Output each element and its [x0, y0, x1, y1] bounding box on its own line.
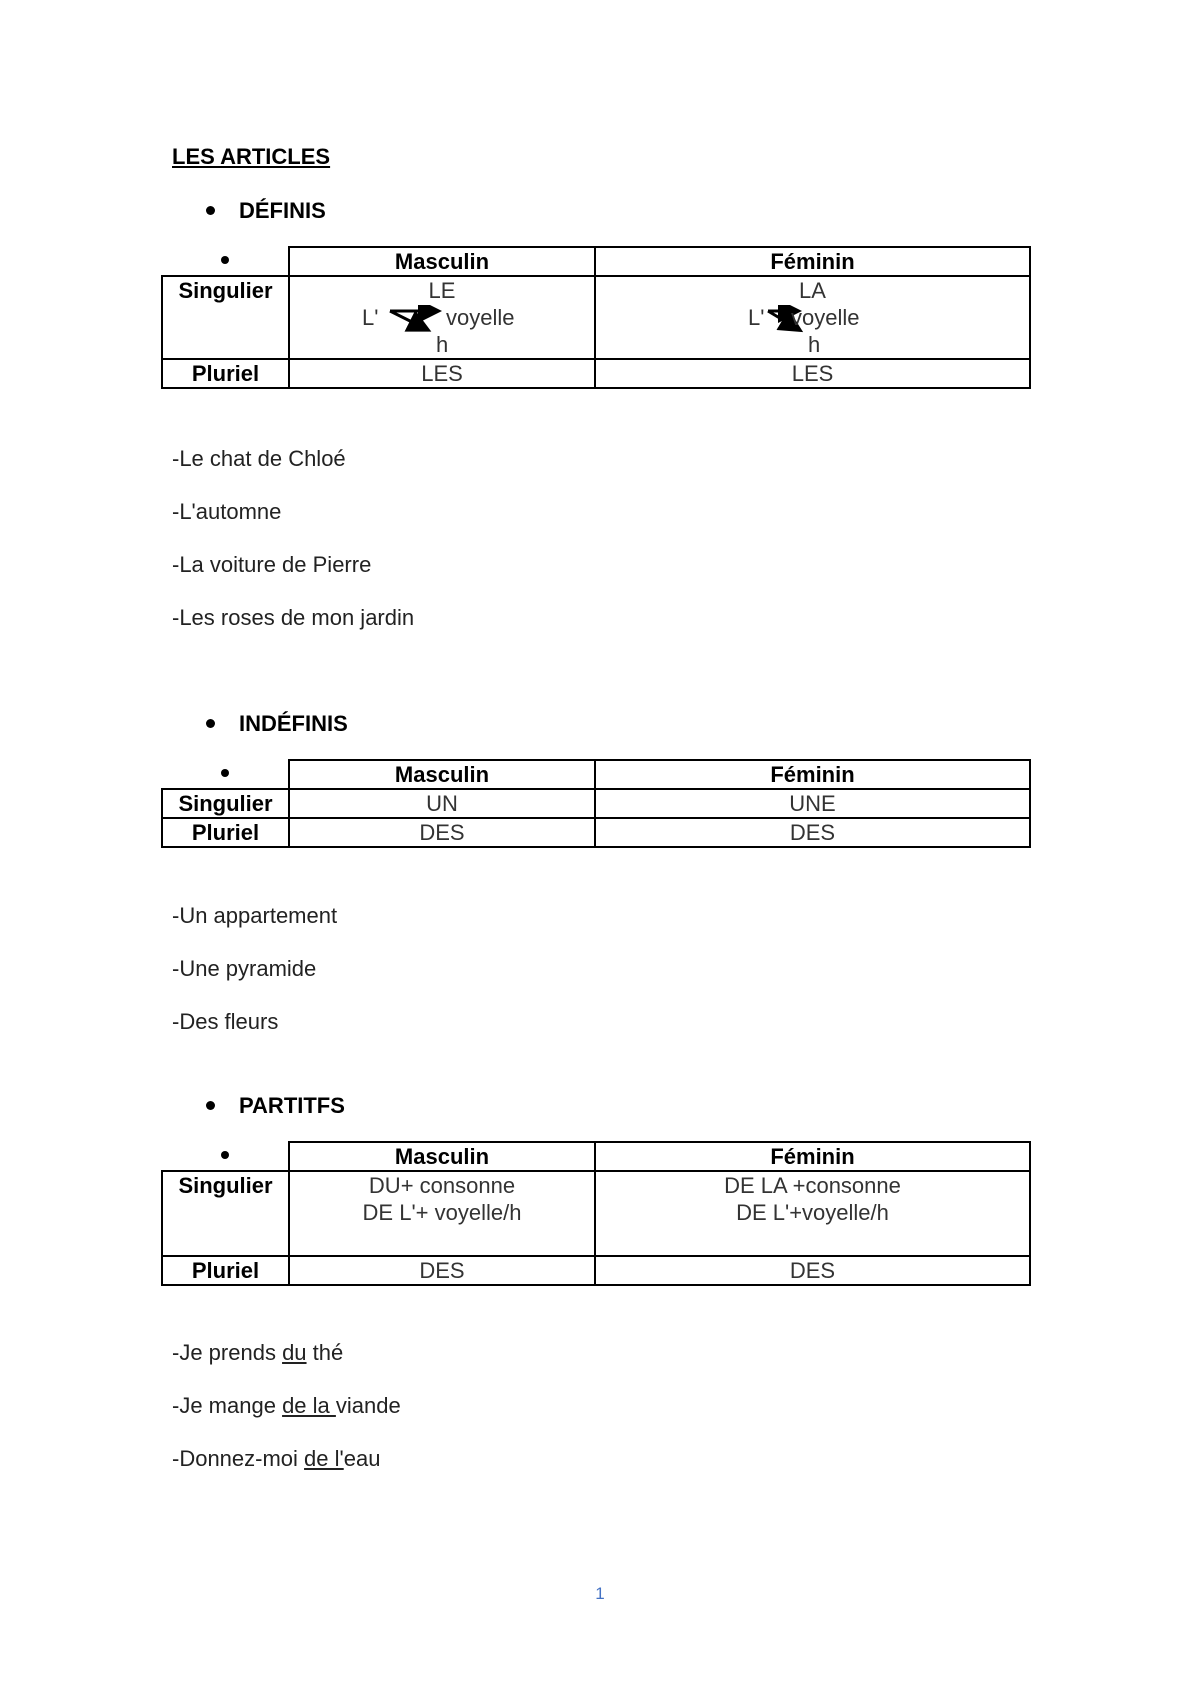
table-indefinis: [161, 759, 1031, 848]
example-line: -Le chat de Chloé: [172, 446, 346, 471]
article-l-elided: L': [748, 305, 765, 330]
table-corner: [162, 760, 289, 789]
cell-pluriel-feminin: DES: [595, 818, 1030, 847]
row-label-pluriel: Pluriel: [162, 818, 289, 847]
underlined-article: de la: [282, 1393, 336, 1418]
example-line: -La voiture de Pierre: [172, 552, 372, 577]
example-line: -L'automne: [172, 499, 282, 524]
cell-pluriel-masculin: DES: [289, 818, 595, 847]
header-feminin: Féminin: [595, 760, 1030, 789]
cell-pluriel-feminin: LES: [595, 359, 1030, 388]
table-corner: [162, 1142, 289, 1171]
article-le: LE: [428, 278, 456, 303]
section-heading-definis: DÉFINIS: [206, 198, 326, 224]
bullet-icon: [206, 206, 215, 215]
table-definis: [161, 246, 1031, 389]
section-heading-indefinis: INDÉFINIS: [206, 711, 348, 737]
bullet-icon: [206, 1101, 215, 1110]
bullet-icon: [221, 256, 229, 264]
header-feminin: Féminin: [595, 247, 1030, 276]
example-line: -Je prends du thé: [172, 1340, 344, 1365]
header-masculin: Masculin: [289, 760, 595, 789]
elision-arrow-icon: [388, 305, 442, 333]
cell-singulier-feminin: UNE: [595, 789, 1030, 818]
row-label-singulier: Singulier: [162, 789, 289, 818]
rule-line: DE L'+ voyelle/h: [362, 1200, 522, 1225]
row-label-singulier: Singulier: [162, 276, 289, 359]
cell-singulier-masculin: UN: [289, 789, 595, 818]
page-title: LES ARTICLES: [172, 144, 331, 169]
rule-line: DE L'+voyelle/h: [736, 1200, 889, 1225]
underlined-article: de l': [304, 1446, 344, 1471]
example-line: -Les roses de mon jardin: [172, 605, 415, 630]
header-masculin: Masculin: [289, 247, 595, 276]
example-line: -Donnez-moi de l'eau: [172, 1446, 381, 1471]
example-line: -Une pyramide: [172, 956, 317, 981]
article-la: LA: [799, 278, 826, 303]
article-l-elided: L': [362, 305, 379, 330]
underlined-article: du: [282, 1340, 307, 1365]
label-h: h: [436, 332, 449, 357]
bullet-icon: [206, 719, 215, 728]
example-line: -Un appartement: [172, 903, 338, 928]
label-voyelle: voyelle: [446, 305, 515, 330]
cell-singulier-feminin: [595, 276, 1030, 359]
cell-singulier-masculin: [289, 1171, 595, 1256]
header-masculin: Masculin: [289, 1142, 595, 1171]
example-line: -Des fleurs: [172, 1009, 279, 1034]
section-heading-partitifs: PARTITFS: [206, 1093, 345, 1119]
bullet-icon: [221, 769, 229, 777]
bullet-icon: [221, 1151, 229, 1159]
cell-pluriel-masculin: DES: [289, 1256, 595, 1285]
example-line: -Je mange de la viande: [172, 1393, 401, 1418]
label-voyelle: voyelle: [791, 305, 860, 330]
cell-singulier-feminin: [595, 1171, 1030, 1256]
cell-singulier-masculin: [289, 276, 595, 359]
table-partitifs: [161, 1141, 1031, 1286]
cell-pluriel-feminin: DES: [595, 1256, 1030, 1285]
rule-line: DE LA +consonne: [724, 1173, 901, 1198]
page-number: 1: [595, 1584, 605, 1603]
label-h: h: [808, 332, 821, 357]
row-label-pluriel: Pluriel: [162, 1256, 289, 1285]
row-label-singulier: Singulier: [162, 1171, 289, 1256]
header-feminin: Féminin: [595, 1142, 1030, 1171]
table-corner: [162, 247, 289, 276]
row-label-pluriel: Pluriel: [162, 359, 289, 388]
cell-pluriel-masculin: LES: [289, 359, 595, 388]
rule-line: DU+ consonne: [368, 1173, 516, 1198]
